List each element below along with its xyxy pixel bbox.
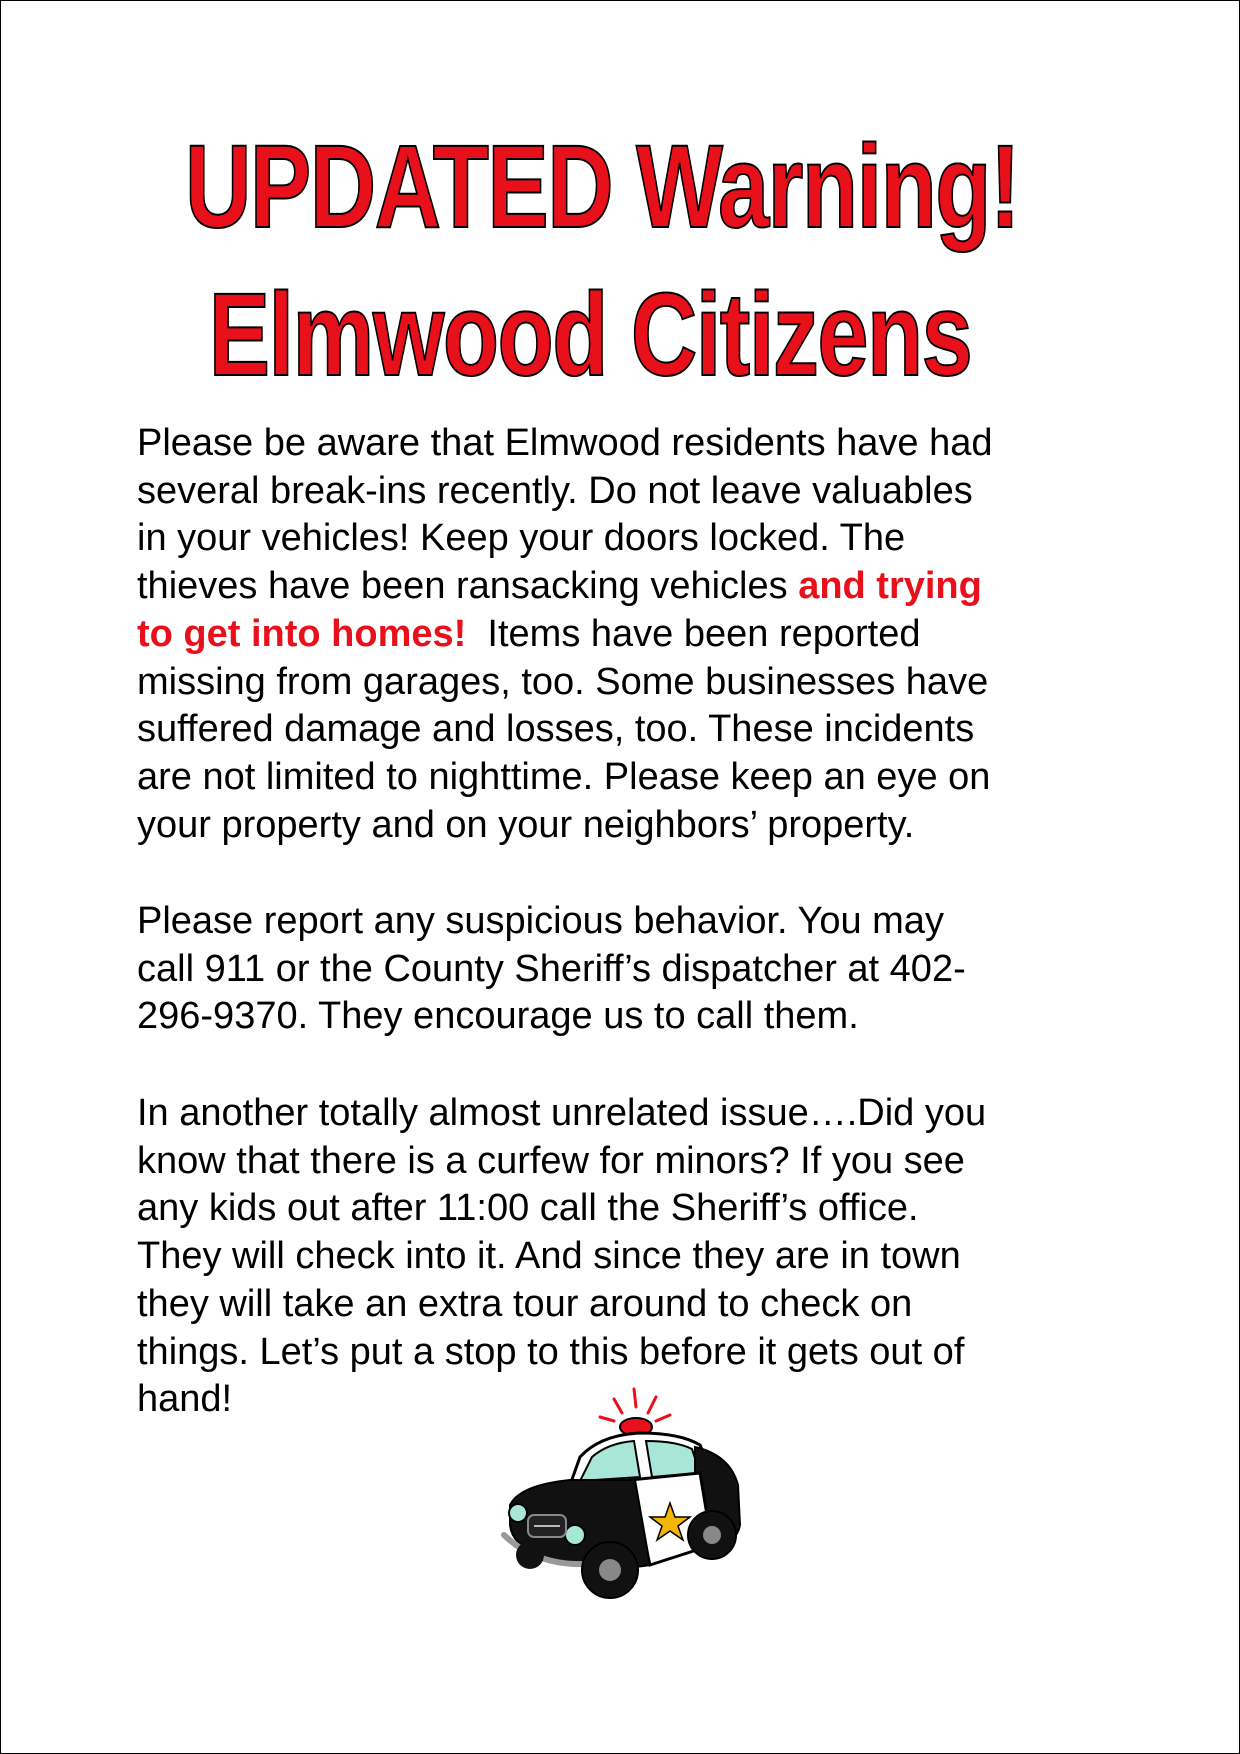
p1-line-8: are not limited to nighttime. Please keep an eye on — [137, 755, 991, 798]
p1-line-4: thieves have been ransacking vehicles — [137, 565, 799, 608]
paragraph-curfew — [137, 1090, 1097, 1424]
p2-line-1: Please report any suspicious behavior. You may — [137, 900, 944, 942]
p3-line-1: In another totally almost unrelated issue….Did you — [137, 1092, 987, 1134]
p3-line-4: They will check into it. And since they are in town — [137, 1235, 961, 1278]
highlight-homes: to get into homes! — [137, 612, 467, 655]
highlight-trying: and trying — [798, 565, 982, 608]
p2-line-3: 296-9370. They encourage us to call them. — [137, 995, 859, 1038]
paragraph-break-ins — [137, 420, 1097, 849]
p1-line-7: suffered damage and losses, too. These incidents — [137, 708, 975, 751]
p3-line-6: things. Let’s put a stop to this before it gets out of — [137, 1330, 965, 1373]
p1-line-5: Items have been reported — [466, 612, 921, 655]
headline-warning: UPDATED Warning! — [184, 121, 1020, 253]
p3-line-7: hand! — [137, 1378, 233, 1421]
p3-line-3: any kids out after 11:00 call the Sheriff’s office. — [137, 1187, 919, 1230]
p1-line-2: several break-ins recently. Do not leave valuables — [137, 469, 973, 512]
p2-line-2: call 911 or the County Sheriff’s dispatcher at 402- — [137, 947, 966, 990]
p3-line-2: know that there is a curfew for minors? If you see — [137, 1139, 965, 1182]
p3-line-5: they will take an extra tour around to check on — [137, 1282, 913, 1325]
p1-line-3: in your vehicles! Keep your doors locked. The — [137, 517, 906, 560]
headline-citizens: Elmwood Citizens — [208, 269, 972, 401]
paragraph-report — [137, 898, 1097, 1041]
p1-line-9: your property and on your neighbors’ property. — [137, 803, 915, 846]
p1-line-6: missing from garages, too. Some businesses have — [137, 660, 989, 703]
p1-line-1: Please be aware that Elmwood residents have had — [137, 422, 993, 464]
police-car-icon — [500, 1385, 760, 1605]
